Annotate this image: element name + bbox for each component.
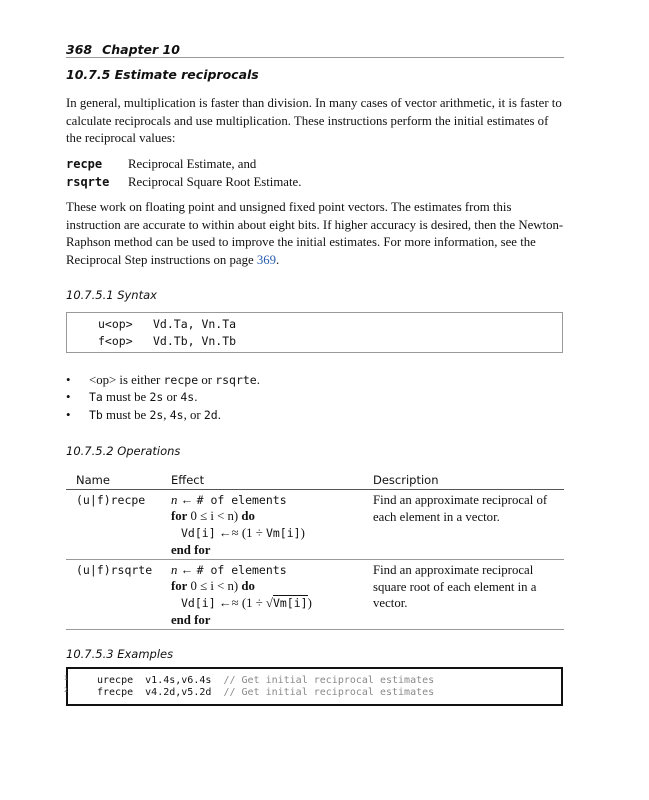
table-row-rule <box>66 559 564 560</box>
bullet-text: , or <box>183 408 204 422</box>
effect-n-text: # of elements <box>196 563 287 577</box>
bullet-op: • <op> is either recpe or rsqrte. <box>66 373 260 387</box>
op-effect-n: n ← # of elements <box>171 493 287 507</box>
bullet-code: 2d <box>203 408 218 422</box>
bullet-code: 2s <box>149 390 164 404</box>
bullet-code: 4s <box>180 390 195 404</box>
op-effect-n: n ← # of elements <box>171 563 287 577</box>
chapter-label: Chapter 10 <box>102 42 180 57</box>
page-link[interactable]: 369 <box>256 252 277 267</box>
code-line <box>64 687 435 698</box>
op-effect-for <box>171 578 255 595</box>
op-effect-endfor: end for <box>171 613 211 627</box>
instruction-code: recpe <box>66 157 103 171</box>
col-header-description: Description <box>373 473 439 487</box>
op-name: (u|f)recpe <box>76 493 146 507</box>
bullet-code: 2s <box>149 408 164 422</box>
instruction-desc: Reciprocal Square Root Estimate. <box>128 175 302 189</box>
page-number: 368 <box>66 42 93 57</box>
bullet-text: . <box>194 390 198 404</box>
syntax-args: Vd.Tb, Vn.Tb <box>153 334 237 348</box>
for-cond: 0 ≤ i < n) <box>190 579 239 593</box>
examples-title: 10.7.5.3 Examples <box>66 647 174 661</box>
op-description: Find an approximate reciprocal square root of each element in a vector. <box>373 563 537 610</box>
instruction-recpe <box>66 157 256 172</box>
col-header-name: Name <box>76 473 110 487</box>
section-title: 10.7.5 Estimate reciprocals <box>66 67 259 82</box>
operations-title: 10.7.5.2 Operations <box>66 444 181 458</box>
op-name: (u|f)rsqrte <box>76 563 153 577</box>
kw-for: for <box>171 509 188 523</box>
assign-rhs: Vm[i] <box>265 526 301 540</box>
line-number: 1 <box>64 675 68 682</box>
code-text: urecpe v1.4s,v6.4s <box>97 675 224 686</box>
bullet-ta: • Ta must be 2s or 4s. <box>66 390 198 404</box>
syntax-line <box>98 334 236 348</box>
syntax-box <box>66 312 563 353</box>
accuracy-text: These work on floating point and unsigned fixed point vectors. The estimates from this instruction are accurate to within about eight bits. If higher accuracy is desired, then the Newton-Raphson method can be used to improve the initial estimates. For more information, see the Reciprocal Step instructions on page <box>66 200 564 267</box>
example-code-box <box>66 667 563 706</box>
assign-lhs: Vd[i] <box>181 596 216 610</box>
col-header-effect: Effect <box>171 473 205 487</box>
bullet-code: Ta <box>89 390 103 404</box>
bullet-code: rsqrte <box>215 373 257 387</box>
bullet-text: or <box>163 390 181 404</box>
effect-n-text: # of elements <box>196 493 287 507</box>
table-bottom-rule <box>66 629 564 630</box>
syntax-op: u<op> <box>98 317 133 331</box>
op-effect-endfor: end for <box>171 543 211 557</box>
accuracy-end: . <box>276 252 280 267</box>
syntax-line <box>98 317 236 331</box>
bullet-text: or <box>198 373 216 387</box>
accuracy-paragraph <box>66 199 566 269</box>
code-line <box>64 675 435 686</box>
op-effect-for <box>171 508 255 525</box>
bullet-code: recpe <box>163 373 199 387</box>
header-rule <box>66 57 564 58</box>
bullet-code: 4s <box>169 408 184 422</box>
op-description: Find an approximate reciprocal of each element in a vector. <box>373 493 548 524</box>
code-comment: // Get initial reciprocal estimates <box>223 687 435 698</box>
bullet-tb: • Tb must be 2s, 4s, or 2d. <box>66 408 221 422</box>
bullet-term: <op> <box>89 373 117 387</box>
table-header-rule <box>66 489 564 490</box>
syntax-args: Vd.Ta, Vn.Ta <box>153 317 237 331</box>
assign-op: ←≈ (1 ÷ <box>215 526 266 540</box>
bullet-text: , <box>163 408 170 422</box>
bullet-text: is either <box>116 373 164 387</box>
syntax-title: 10.7.5.1 Syntax <box>66 288 157 302</box>
op-effect-assign <box>181 595 312 612</box>
bullet-text: . <box>217 408 221 422</box>
bullet-text: must be <box>102 390 150 404</box>
assign-end: ) <box>307 596 312 610</box>
assign-op: ←≈ (1 ÷ √ <box>215 596 273 610</box>
intro-paragraph: In general, multiplication is faster than division. In many cases of vector arithmetic, it is faster to calculate reciprocals and use multiplication. These instructions perform the initial estimates of the reciprocal values: <box>66 96 562 146</box>
kw-for: for <box>171 579 188 593</box>
code-comment: // Get initial reciprocal estimates <box>223 675 435 686</box>
instruction-rsqrte <box>66 175 301 190</box>
line-number: 2 <box>64 687 68 694</box>
assign-lhs: Vd[i] <box>181 526 216 540</box>
assign-end: ) <box>300 526 305 540</box>
syntax-op: f<op> <box>98 334 133 348</box>
kw-do: do <box>241 579 255 593</box>
bullet-code: Tb <box>89 408 103 422</box>
instruction-desc: Reciprocal Estimate, and <box>128 157 257 171</box>
bullet-text: . <box>256 373 260 387</box>
instruction-code: rsqrte <box>66 175 110 189</box>
running-header <box>66 42 180 57</box>
code-text: frecpe v4.2d,v5.2d <box>97 687 224 698</box>
op-effect-assign <box>181 525 305 542</box>
bullet-text: must be <box>102 408 150 422</box>
assign-rhs: Vm[i] <box>272 596 308 610</box>
for-cond: 0 ≤ i < n) <box>190 509 239 523</box>
kw-do: do <box>241 509 255 523</box>
